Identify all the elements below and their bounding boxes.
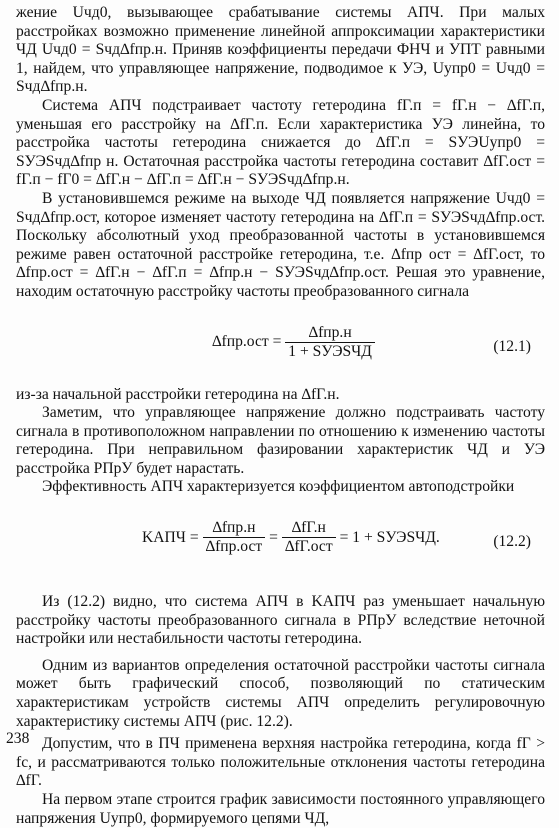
paragraph: из-за начальной расстройки гетеродина на ∆fГ.н.	[16, 385, 340, 403]
paragraph: Система АПЧ подстраивает частоту гетеродина fГ.п = fГ.н − ∆fГ.п, уменьшая его расстройку на ∆fГ.п. Если характеристика УЭ линейна, то расстройка частоты гетеродина снижается до ∆fГ.п = SУЭUупр0 = SУЭSчд∆fпр н. Остаточная расстройка частоты гетеродина составит ∆fГ.ост = fГ.п − fГ0 = ∆fГ.н − ∆fГ.п = ∆fГ.н − SУЭSчд∆fпр.н.	[16, 96, 545, 189]
equation-12-1	[16, 324, 545, 372]
paragraph: Эффективность АПЧ характеризуется коэффициентом автоподстройки	[42, 478, 515, 496]
equation-number: (12.1)	[493, 337, 531, 355]
page-number: 238	[6, 730, 30, 747]
equation-denominator: 1 + SУЭSЧД	[288, 342, 372, 360]
equation-fraction	[203, 519, 266, 556]
paragraph: Из (12.2) видно, что система АПЧ в KАПЧ раз уменьшает начальную расстройку частоты преобразованного сигнала в РПрУ вследствие неточной настройки или нестабильности частоты гетеродина.	[16, 593, 545, 648]
equation-12-2	[16, 519, 545, 567]
paragraph: Одним из вариантов определения остаточной расстройки частоты сигнала может быть графический способ, позволяющий по статическим характеристикам устройств системы АПЧ определить регулировочную характеристику системы АПЧ (рис. 12.2).	[16, 656, 545, 730]
equation-equals: =	[269, 528, 278, 546]
equation-denominator: ∆fГ.ост	[284, 538, 333, 556]
equation-numerator: ∆fГ.н	[282, 519, 336, 538]
equation-denominator: ∆fпр.ост	[205, 538, 263, 556]
equation-lhs: ∆fпр.ост =	[212, 333, 282, 350]
equation-fraction	[282, 519, 336, 556]
equation-numerator: ∆fпр.н	[203, 519, 266, 538]
paragraph: В установившемся режиме на выходе ЧД появляется напряжение Uчд0 = Sчд∆fпр.ост, которое изменяет частоту гетеродина на ∆fГ.п = SУЭSчд∆fпр.ост. Поскольку абсолютный уход преобразованной частоты в установившемся режиме равен остаточной расстройке гетеродина, т.е. ∆fпр ост = ∆fГ.ост, то ∆fпр.ост = ∆fГ.н − ∆fГ.п = ∆fпр.н − SУЭSчд∆fпр.ост. Решая это уравнение, находим остаточную расстройку частоты преобразованного сигнала	[16, 189, 545, 300]
paragraph: Заметим, что управляющее напряжение должно подстраивать частоту сигнала в противоположном направлении по отношению к изменению частоты гетеродина. При неправильном фазировании характеристик ЧД и УЭ расстройка РПрУ будет нарастать.	[16, 404, 545, 477]
equation-fraction	[285, 324, 375, 361]
equation-rhs: = 1 + SУЭSЧД.	[339, 528, 440, 546]
equation-lhs: KАПЧ =	[142, 528, 199, 546]
equation-numerator: ∆fпр.н	[285, 324, 375, 343]
paragraph: На первом этапе строится график зависимости постоянного управляющего напряжения Uупр0, формируемого цепями ЧД,	[16, 791, 545, 827]
paragraph: жение Uчд0, вызывающее срабатывание системы АПЧ. При малых расстройках возможно применение линейной аппроксимации характеристики ЧД Uчд0 = Sчд∆fпр.н. Приняв коэффициенты передачи ФНЧ и УПТ равными 1, найдем, что управляющее напряжение, подводимое к УЭ, Uупр0 = Uчд0 = Sчд∆fпр.н.	[16, 4, 545, 96]
equation-number: (12.2)	[493, 533, 531, 551]
paragraph: Допустим, что в ПЧ применена верхняя настройка гетеродина, когда fГ > fс, и рассматриваются только положительные отклонения частоты гетеродина ∆fГ.	[16, 735, 545, 790]
